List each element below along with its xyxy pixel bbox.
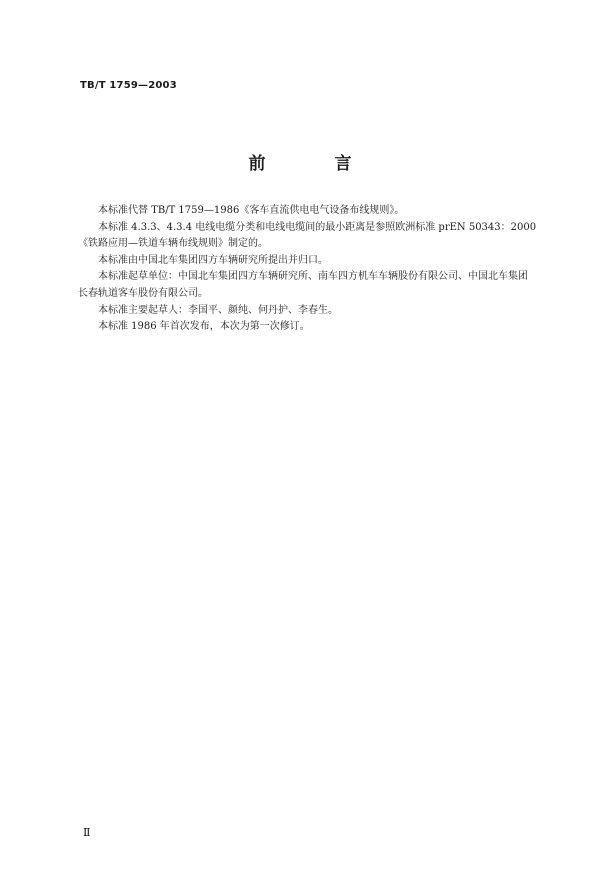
- paragraph-drafting-units-continued: 长春轨道客车股份有限公司。: [78, 287, 208, 299]
- paragraph-reference-standard: 本标准 4.3.3、4.3.4 电线电缆分类和电线电缆间的最小距离是参照欧洲标准 prEN 50343：2000: [98, 221, 537, 233]
- paragraph-replacement: 本标准代替 TB/T 1759—1986《客车直流供电电气设备布线规则》。: [98, 205, 405, 216]
- paragraph-drafting-units: 本标准起草单位：中国北车集团四方车辆研究所、南车四方机车车辆股份有限公司、中国北车集团: [98, 271, 528, 283]
- page-title: 前 言: [248, 154, 378, 174]
- page-number: Ⅱ: [83, 826, 91, 839]
- paragraph-publication-history: 本标准 1986 年首次发布，本次为第一次修订。: [98, 321, 310, 333]
- document-code-header: TB/T 1759—2003: [80, 80, 177, 91]
- paragraph-drafters: 本标准主要起草人：李国平、颜纯、何丹护、李春生。: [98, 304, 338, 316]
- paragraph-reference-standard-continued: 《铁路应用—铁道车辆布线规则》制定的。: [78, 238, 268, 250]
- body-text: [78, 203, 538, 336]
- paragraph-proposer: 本标准由中国北车集团四方车辆研究所提出并归口。: [98, 254, 328, 266]
